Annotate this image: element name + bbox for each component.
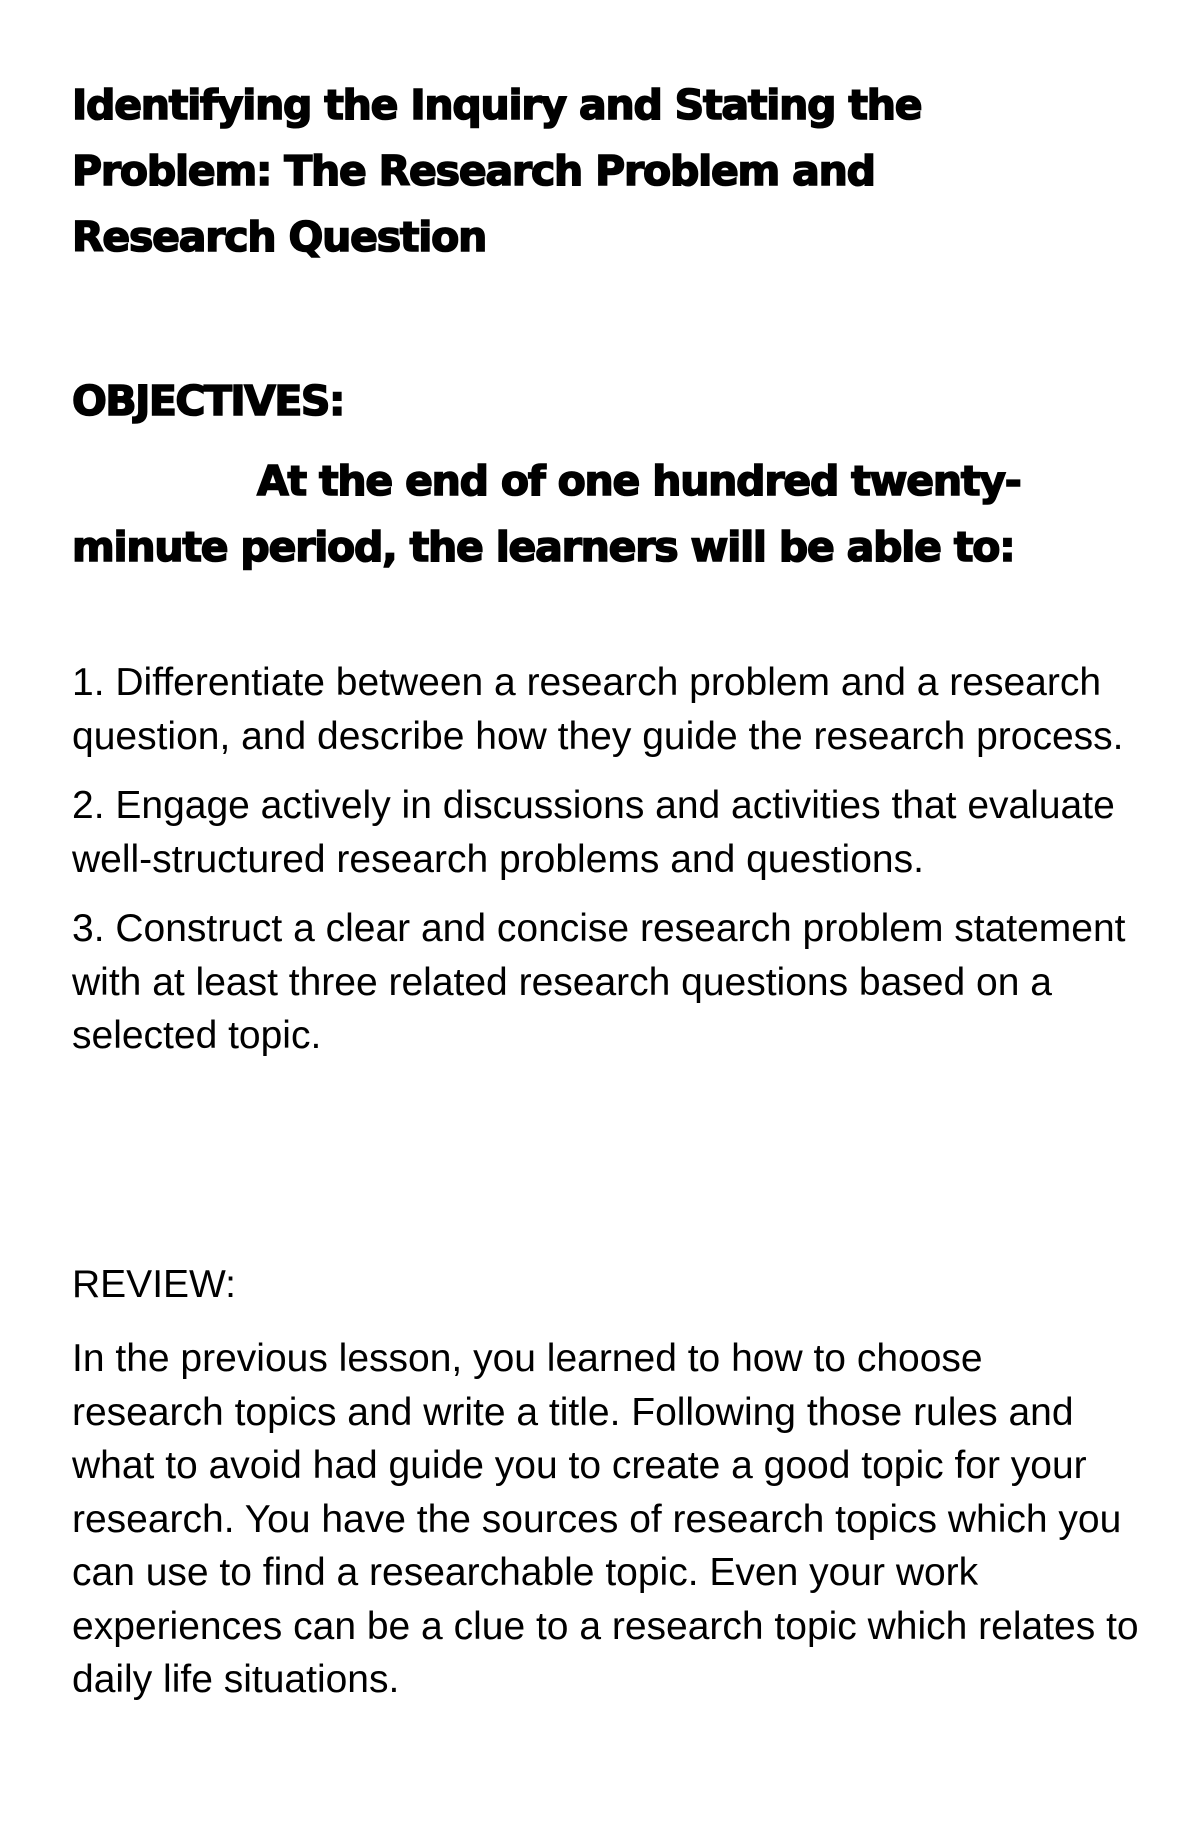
- objectives-list: [72, 656, 1132, 1079]
- objective-item: 2. Engage actively in discussions and activities that evaluate well-structured research problems and questions.: [72, 784, 1115, 881]
- review-paragraph: In the previous lesson, you learned to how to choose research topics and write a title. Following those rules and what to avoid had guide you to create a good topic for your research. You have the sources of research topics which you can use to find a researchable topic. Even your work experiences can be a clue to a research topic which relates to daily life situations.: [72, 1337, 1139, 1701]
- review-heading: REVIEW:: [72, 1263, 236, 1306]
- objectives-intro: At the end of one hundred twenty-minute period, the learners will be able to:: [72, 457, 1021, 571]
- objective-item: 3. Construct a clear and concise research problem statement with at least three related research questions based on a selected topic.: [72, 907, 1126, 1057]
- lesson-title: Identifying the Inquiry and Stating the Problem: The Research Problem and Research Question: [72, 81, 922, 261]
- document-page: [72, 0, 1139, 1835]
- objective-item: 1. Differentiate between a research problem and a research question, and describe how they guide the research process.: [72, 661, 1124, 758]
- objectives-heading: OBJECTIVES:: [72, 377, 344, 425]
